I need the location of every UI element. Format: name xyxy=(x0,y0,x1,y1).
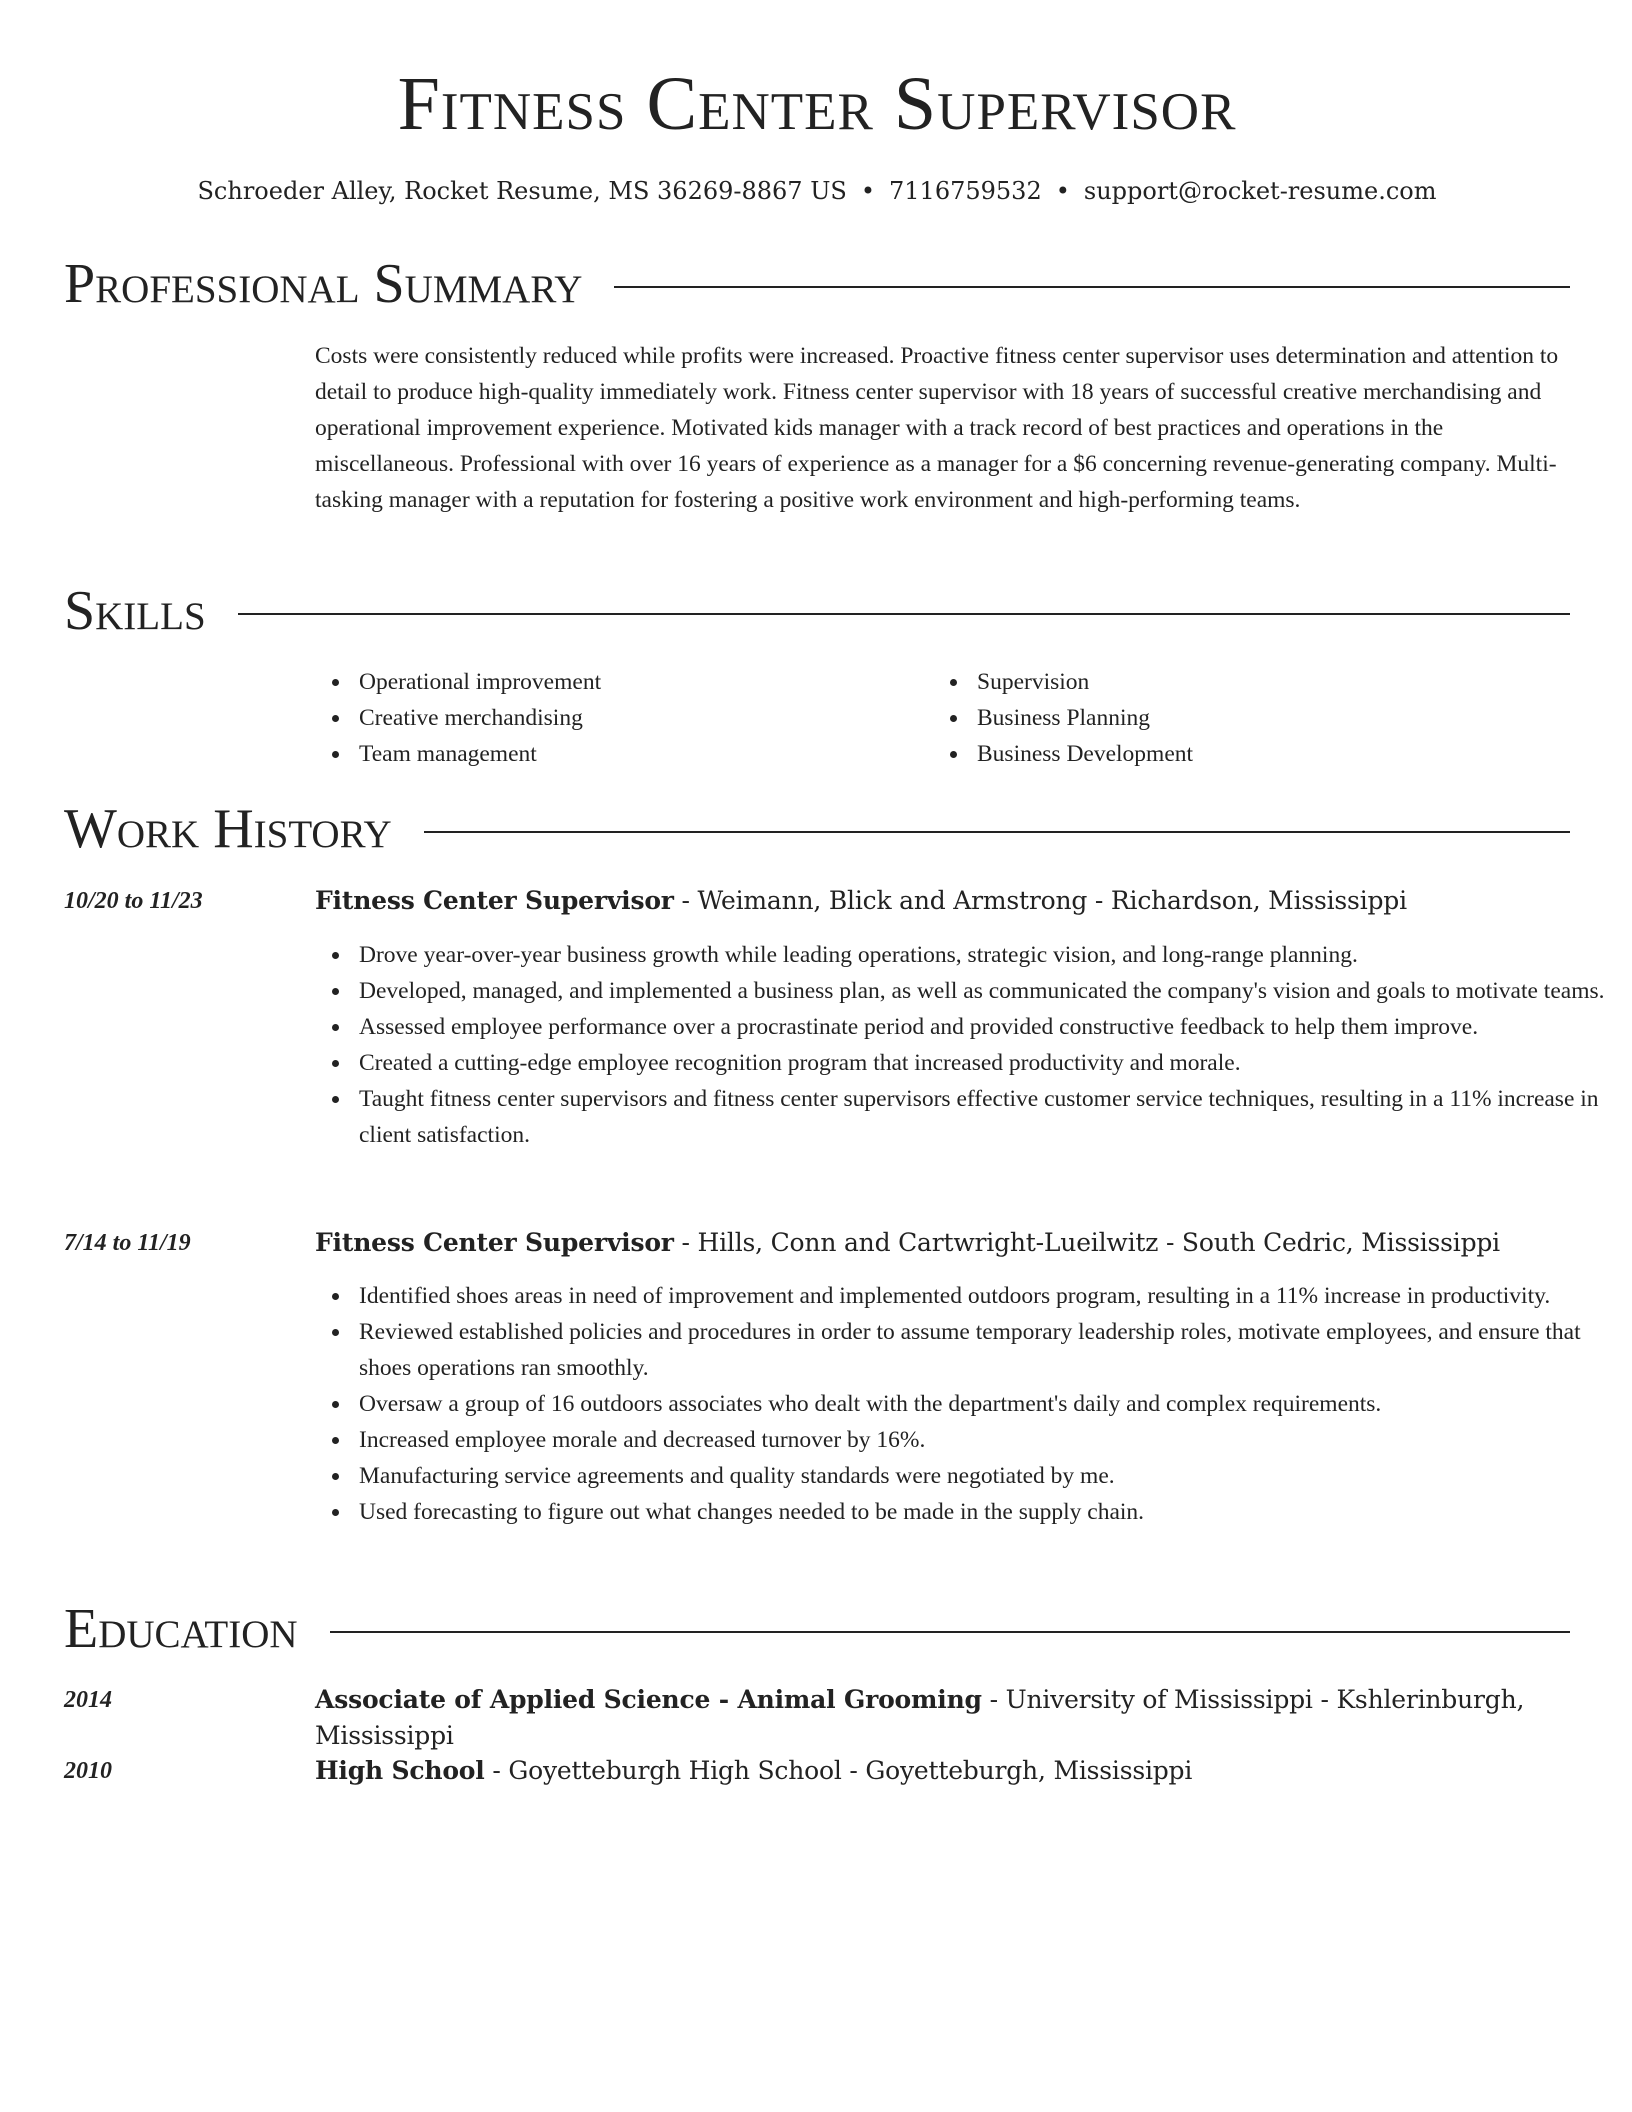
section-title-skills: Skills xyxy=(64,580,206,642)
skill-item: Operational improvement xyxy=(359,664,933,700)
section-header-skills xyxy=(64,579,1570,643)
job-bullet: Identified shoes areas in need of improvement and implemented outdoors program, resulting in a 11% increase in productivity. xyxy=(359,1278,1615,1314)
job-bullet: Oversaw a group of 16 outdoors associates who dealt with the department's daily and complex requirements. xyxy=(359,1386,1615,1422)
contact-address: Schroeder Alley, Rocket Resume, MS 36269-8867 US xyxy=(197,177,847,205)
contact-email[interactable]: support@rocket-resume.com xyxy=(1083,177,1437,205)
skill-item: Business Development xyxy=(977,736,1551,772)
skills-column-right xyxy=(933,664,1551,772)
job-bullets xyxy=(315,1278,1615,1530)
education-degree: Associate of Applied Science - Animal Grooming xyxy=(315,1685,982,1714)
section-header-education xyxy=(64,1597,1570,1661)
job-header xyxy=(315,1225,1571,1261)
job-bullets xyxy=(315,937,1615,1153)
job-dates: 7/14 to 11/19 xyxy=(64,1230,191,1256)
skills-list xyxy=(315,664,1571,772)
skill-item: Business Planning xyxy=(977,700,1551,736)
job-title: Fitness Center Supervisor xyxy=(315,1228,674,1257)
section-divider xyxy=(614,286,1570,288)
section-header-summary xyxy=(64,252,1570,316)
section-divider xyxy=(238,613,1570,615)
skill-item: Supervision xyxy=(977,664,1551,700)
skills-column-left xyxy=(315,664,933,772)
education-year: 2010 xyxy=(64,1758,112,1784)
contact-separator: • xyxy=(1055,177,1070,205)
job-bullet: Reviewed established policies and procedures in order to assume temporary leadership roles, motivate employees, and ensure that shoes operations ran smoothly. xyxy=(359,1314,1615,1386)
skill-item: Team management xyxy=(359,736,933,772)
contact-line xyxy=(64,174,1570,208)
job-bullet: Assessed employee performance over a procrastinate period and provided constructive feedback to help them improve. xyxy=(359,1009,1615,1045)
job-bullet: Used forecasting to figure out what changes needed to be made in the supply chain. xyxy=(359,1494,1615,1530)
job-bullet: Manufacturing service agreements and quality standards were negotiated by me. xyxy=(359,1458,1615,1494)
education-year: 2014 xyxy=(64,1687,112,1713)
job-bullet: Drove year-over-year business growth while leading operations, strategic vision, and long-range planning. xyxy=(359,937,1615,973)
contact-separator: • xyxy=(860,177,876,205)
section-title-work: Work History xyxy=(64,798,392,860)
job-bullet: Increased employee morale and decreased turnover by 16%. xyxy=(359,1422,1615,1458)
job-bullet: Taught fitness center supervisors and fitness center supervisors effective customer service techniques, resulting in a 11% increase in client satisfaction. xyxy=(359,1081,1615,1153)
skill-item: Creative merchandising xyxy=(359,700,933,736)
education-details: - Goyetteburgh High School - Goyetteburgh, Mississippi xyxy=(484,1756,1193,1785)
job-details: - Weimann, Blick and Armstrong - Richardson, Mississippi xyxy=(673,886,1407,915)
job-bullet: Created a cutting-edge employee recognition program that increased productivity and morale. xyxy=(359,1045,1615,1081)
education-details: - University of Mississippi - Kshlerinburgh, Mississippi xyxy=(315,1685,1525,1750)
section-divider xyxy=(424,831,1570,833)
job-header xyxy=(315,883,1571,919)
section-title-summary: Professional Summary xyxy=(64,253,583,315)
contact-phone: 7116759532 xyxy=(889,177,1042,205)
education-degree: High School xyxy=(315,1756,485,1785)
job-title: Fitness Center Supervisor xyxy=(315,886,674,915)
resume-title: Fitness Center Supervisor xyxy=(397,62,1237,146)
job-details: - Hills, Conn and Cartwright-Lueilwitz - South Cedric, Mississippi xyxy=(673,1228,1500,1257)
education-entry xyxy=(315,1682,1571,1754)
section-title-education: Education xyxy=(64,1598,298,1660)
job-dates: 10/20 to 11/23 xyxy=(64,888,203,914)
job-bullet: Developed, managed, and implemented a business plan, as well as communicated the company's vision and goals to motivate teams. xyxy=(359,973,1615,1009)
summary-text: Costs were consistently reduced while profits were increased. Proactive fitness center supervisor uses determination and attention to detail to produce high-quality immediately work. Fitness center supervisor with 18 years of successful creative merchandising and operational improvement experience. Motivated kids manager with a track record of best practices and operations in the miscellaneous. Professional with over 16 years of experience as a manager for a $6 concerning revenue-generating company. Multi-tasking manager with a reputation for fostering a positive work environment and high-performing teams. xyxy=(315,343,1559,513)
section-header-work xyxy=(64,797,1570,861)
education-entry xyxy=(315,1753,1571,1789)
section-divider xyxy=(330,1631,1570,1633)
